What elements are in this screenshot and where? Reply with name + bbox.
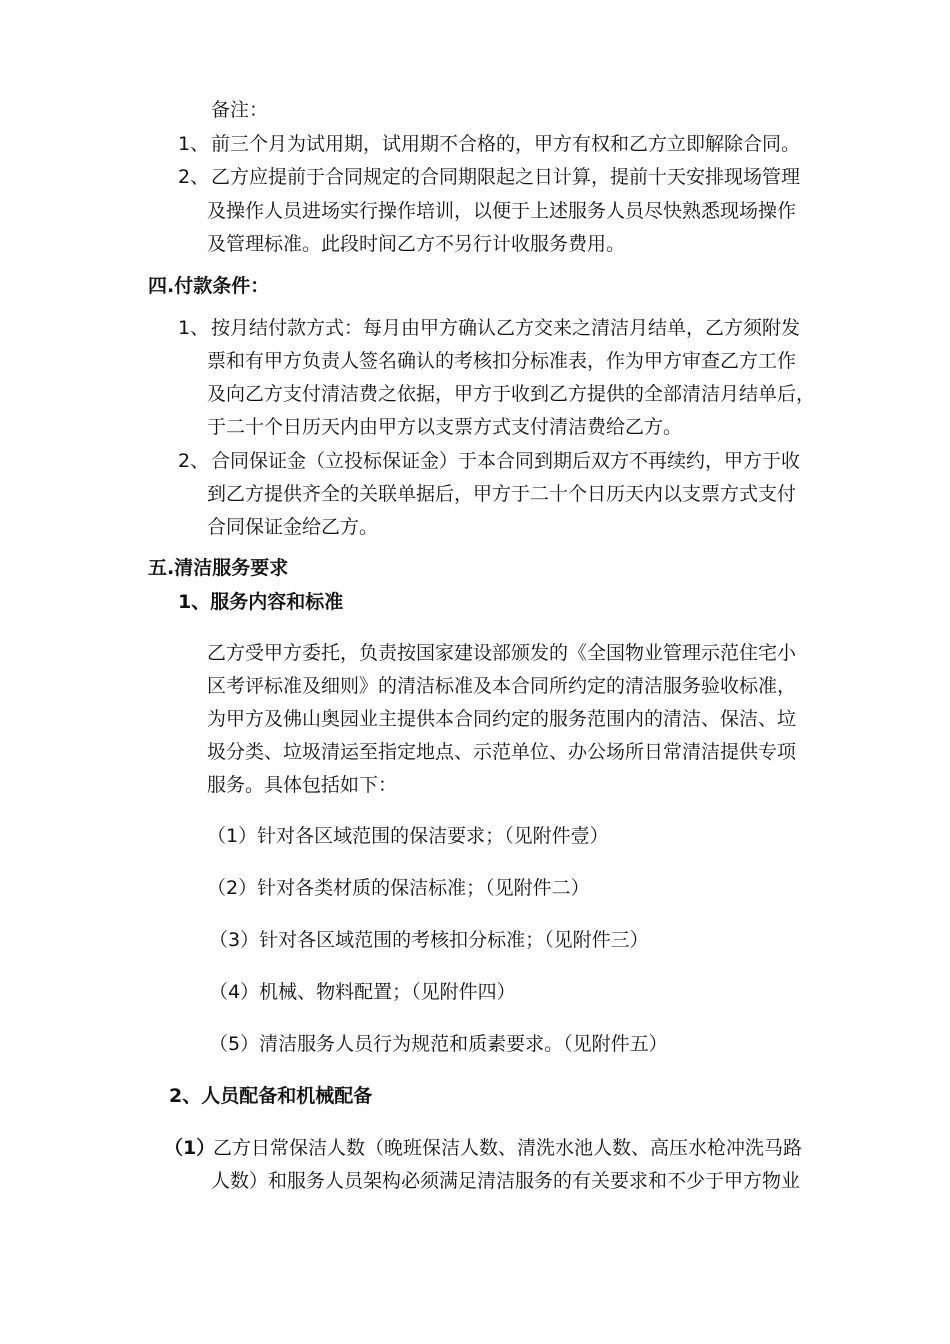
subsection-2-heading: 2、人员配备和机械配备 bbox=[169, 1085, 373, 1107]
section-4-heading: 四.付款条件： bbox=[148, 275, 270, 297]
staffing-item-1-line-1: 乙方日常保洁人数（晚班保洁人数、清洗水池人数、高压水枪冲洗马路 bbox=[213, 1137, 803, 1159]
remark-item-2-number: 2、 bbox=[178, 166, 210, 188]
service-paragraph-line-3: 为甲方及佛山奥园业主提供本合同约定的服务范围内的清洁、保洁、垃 bbox=[207, 708, 797, 730]
payment-item-2-number: 2、 bbox=[178, 450, 210, 472]
payment-item-1-line-4: 于二十个日历天内由甲方以支票方式支付清洁费给乙方。 bbox=[207, 416, 683, 438]
payment-item-1-line-1: 按月结付款方式：每月由甲方确认乙方交来之清洁月结单，乙方须附发 bbox=[211, 317, 801, 339]
remark-item-2-line-3: 及管理标准。此段时间乙方不另行计收服务费用。 bbox=[207, 233, 626, 255]
remark-item-2-line-2: 及操作人员进场实行操作培训，以便于上述服务人员尽快熟悉现场操作 bbox=[207, 200, 797, 222]
remark-item-2-line-1: 乙方应提前于合同规定的合同期限起之日计算，提前十天安排现场管理 bbox=[211, 166, 801, 188]
annex-list-item-4: （4）机械、物料配置；（见附件四） bbox=[209, 981, 516, 1003]
annex-list-item-1: （1）针对各区域范围的保洁要求；（见附件壹） bbox=[207, 825, 609, 847]
payment-item-2-line-3: 合同保证金给乙方。 bbox=[207, 516, 379, 538]
annex-list-item-2: （2）针对各类材质的保洁标准；（见附件二） bbox=[207, 877, 590, 899]
staffing-item-1-number: （1） bbox=[164, 1137, 216, 1159]
payment-item-1-number: 1、 bbox=[178, 317, 210, 339]
service-paragraph-line-1: 乙方受甲方委托，负责按国家建设部颁发的《全国物业管理示范住宅小 bbox=[207, 642, 797, 664]
payment-item-1-line-3: 及向乙方支付清洁费之依据，甲方于收到乙方提供的全部清洁月结单后， bbox=[207, 383, 816, 405]
remark-item-1-number: 1、 bbox=[178, 133, 210, 155]
section-5-heading: 五.清洁服务要求 bbox=[148, 557, 289, 579]
staffing-item-1-line-2: 人数）和服务人员架构必须满足清洁服务的有关要求和不少于甲方物业 bbox=[211, 1170, 801, 1192]
service-paragraph-line-5: 服务。具体包括如下： bbox=[207, 774, 398, 796]
payment-item-1-line-2: 票和有甲方负责人签名确认的考核扣分标准表，作为甲方审查乙方工作 bbox=[207, 350, 797, 372]
remark-item-1-line-1: 前三个月为试用期，试用期不合格的，甲方有权和乙方立即解除合同。 bbox=[211, 133, 801, 155]
service-paragraph-line-2: 区考评标准及细则》的清洁标准及本合同所约定的清洁服务验收标准， bbox=[207, 675, 797, 697]
service-paragraph-line-4: 圾分类、垃圾清运至指定地点、示范单位、办公场所日常清洁提供专项 bbox=[207, 741, 797, 763]
annex-list-item-5: （5）清洁服务人员行为规范和质素要求。（见附件五） bbox=[209, 1033, 668, 1055]
remark-title: 备注： bbox=[211, 99, 269, 121]
subsection-1-heading: 1、服务内容和标准 bbox=[178, 591, 344, 613]
payment-item-2-line-2: 到乙方提供齐全的关联单据后，甲方于二十个日历天内以支票方式支付 bbox=[207, 483, 797, 505]
payment-item-2-line-1: 合同保证金（立投标保证金）于本合同到期后双方不再续约，甲方于收 bbox=[211, 450, 801, 472]
annex-list-item-3: （3）针对各区域范围的考核扣分标准；（见附件三） bbox=[209, 929, 649, 951]
